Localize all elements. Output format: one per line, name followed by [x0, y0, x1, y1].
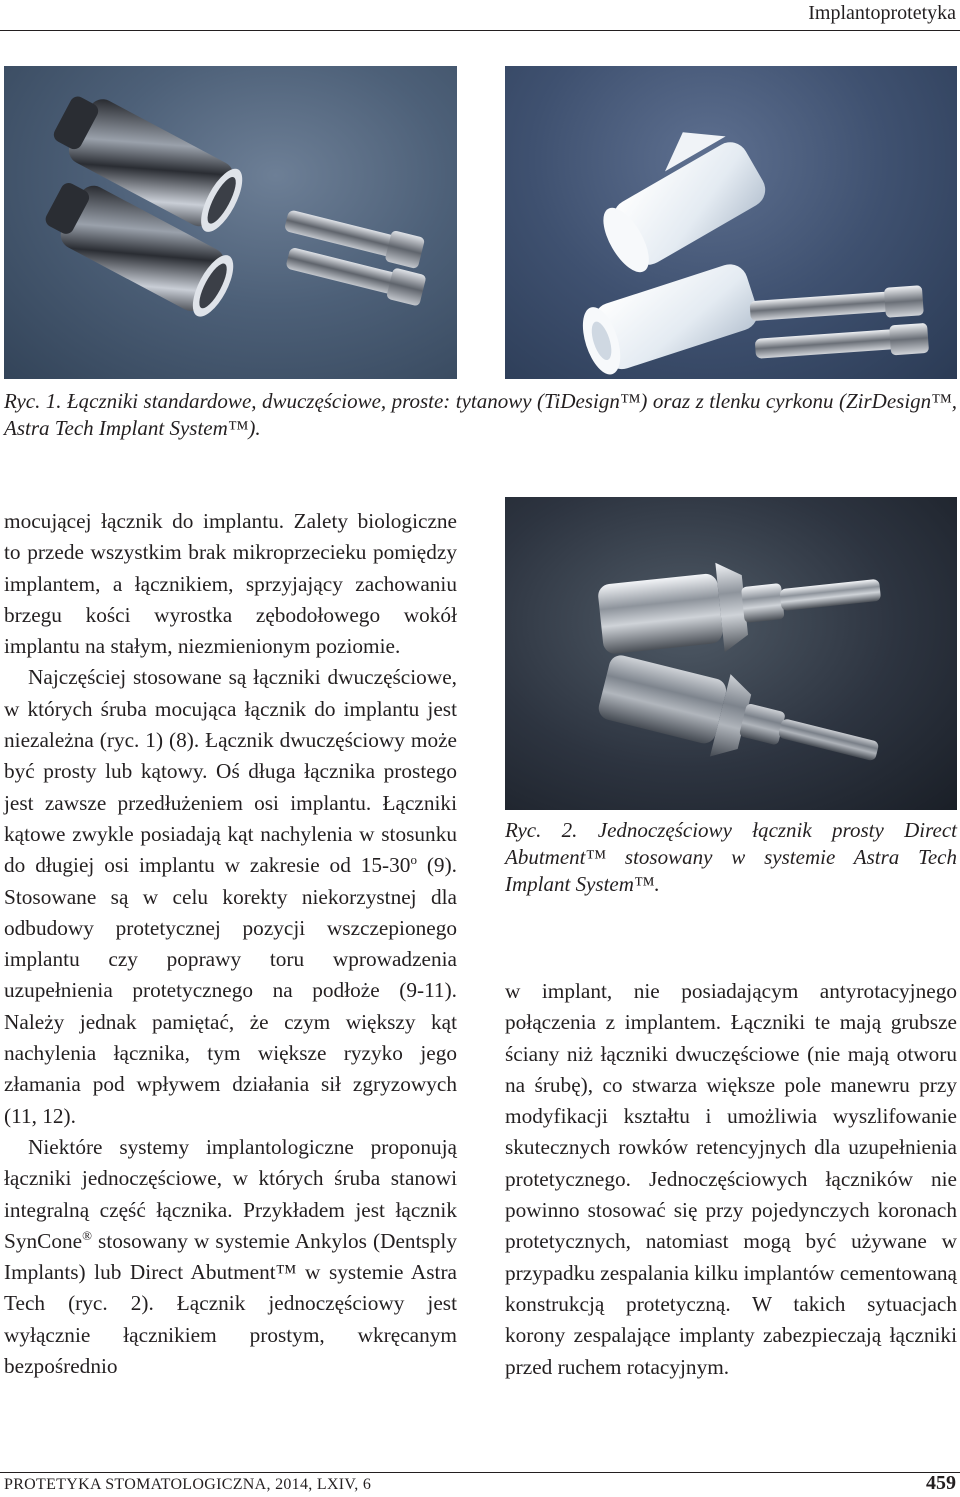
figure-1-photo-zirconia: [505, 66, 957, 379]
page-header: [0, 0, 960, 32]
paragraph: [4, 1132, 457, 1382]
section-title: Implantoprotetyka: [808, 2, 956, 24]
figure-1-caption: Ryc. 1. Łączniki standardowe, dwuczęściowe, proste: tytanowy (TiDesign™) oraz z tlenku cyrkonu (ZirDesign™, Astra Tech Implant System™).: [4, 389, 957, 440]
figure-2-photo-direct-abutment: [505, 497, 957, 810]
figure-2-caption: Ryc. 2. Jednoczęściowy łącznik prosty Direct Abutment™ stosowany w systemie Astra Tech Implant System™.: [505, 818, 957, 896]
footer-divider: [0, 1472, 960, 1473]
paragraph: w implant, nie posiadającym antyrotacyjnego połączenia z implantem. Łączniki te mają grubsze ściany niż łączniki dwuczęściowe (nie mają otworu na śrubę), co stwarza większe pole manewru przy modyfikacji kształtu i umożliwia wyszlifowanie skutecznych rowków retencyjnych dla uzupełnienia protetycznego. Jednoczęściowych łączników nie powinno stosować się przy pojedynczych koronach protetycznych, natomiast mogą być używane w przypadku zespalania kilku implantów cementowaną konstrukcją protetyczną. W takich sytuacjach korony zespalające implanty zabezpieczają łączniki przed ruchem rotacyjnym.: [505, 979, 957, 1379]
paragraph-text: Najczęściej stosowane są łączniki dwuczęściowe, w których śruba mocująca łącznik do implantu jest niezależna (ryc. 1) (8). Łącznik dwuczęściowy może być prosty lub kątowy. Oś długa łącznika prostego jest zawsze przedłużeniem osi implantu. Łączniki kątowe zwykle posiadają kąt nachylenia w stosunku do długiej osi implantu w zakresie od 15-30: [4, 665, 457, 878]
page-number: 459: [926, 1472, 956, 1494]
paragraph: [4, 662, 457, 1131]
header-divider: [0, 30, 960, 31]
registered-superscript: ®: [82, 1227, 92, 1243]
journal-citation: PROTETYKA STOMATOLOGICZNA, 2014, LXIV, 6: [4, 1476, 372, 1493]
paragraph: mocującej łącznik do implantu. Zalety biologiczne to przede wszystkim brak mikroprzecieku pomiędzy implantem, a łącznikiem, sprzyjający zachowaniu brzegu kości wyrostka zębodołowego wokół implantu na stałym, niezmienionym poziomie.: [4, 509, 457, 659]
paragraph-text: (9). Stosowane są w celu korekty niekorzystnej dla odbudowy protetycznej pozycji wszczepionego implantu czy poprawy toru wprowadzenia uzupełnienia protetycznego na podłoże (9-11). Należy jednak pamiętać, że czym większy kąt nachylenia łącznika, tym większe ryzyko jego złamania pod wpływem działania sił zgryzowych (11, 12).: [4, 853, 457, 1128]
degree-superscript: o: [410, 852, 417, 868]
figure-1-photo-titanium: [4, 66, 457, 379]
paragraph-text: Niektóre systemy implantologiczne proponują łączniki jednoczęściowe, w których śruba stanowi integralną część łącznika. Przykładem jest łącznik SynCone: [4, 1134, 457, 1253]
paragraph-text: stosowany w systemie Ankylos (Dentsply Implants) lub Direct Abutment™ w systemie Astra Tech (ryc. 2). Łącznik jednoczęściowy jest wyłącznie łącznikiem prostym, wkręcanym bezpośrednio: [4, 1228, 457, 1379]
left-column: [4, 506, 457, 1382]
right-column: [505, 976, 957, 1383]
